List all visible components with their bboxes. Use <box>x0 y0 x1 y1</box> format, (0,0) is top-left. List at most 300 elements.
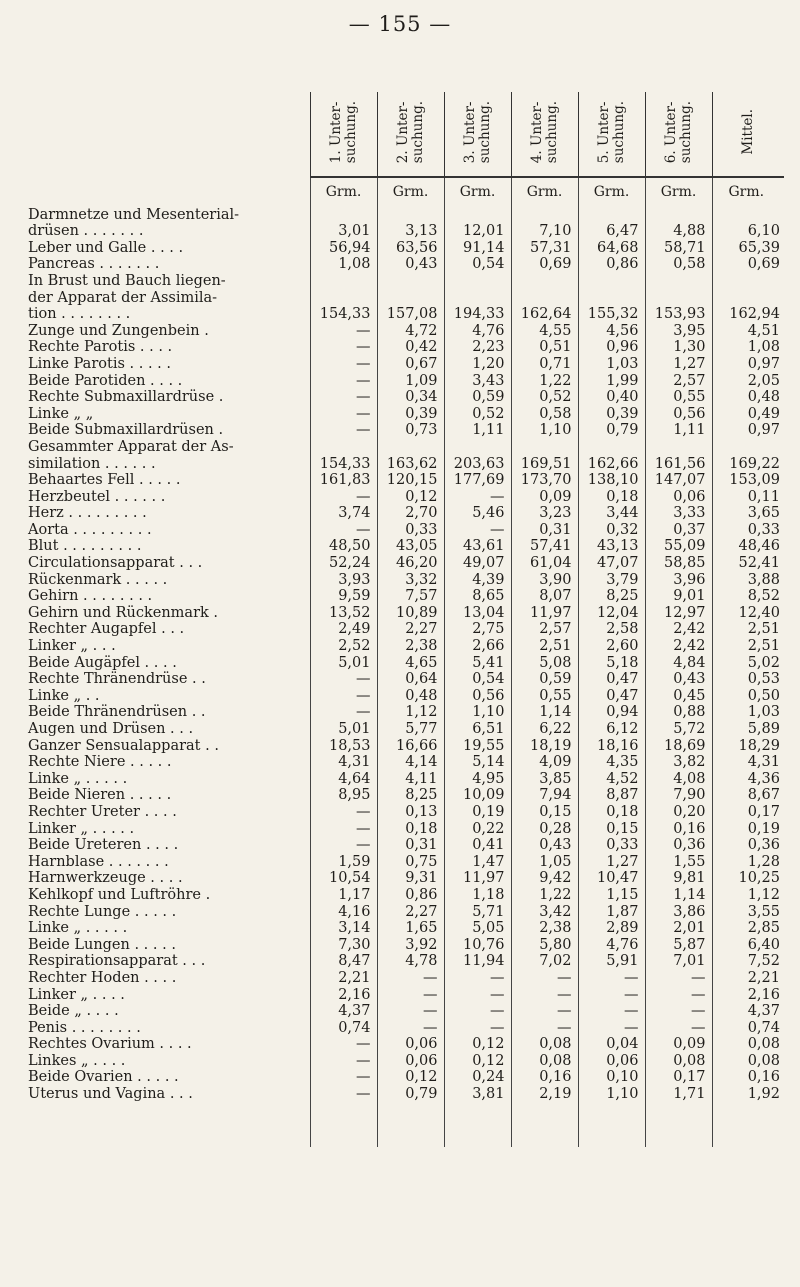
value-cell: 0,09 <box>645 1036 712 1053</box>
value-cell: 3,14 <box>310 920 377 937</box>
table-row <box>26 1086 784 1147</box>
value-cell: 0,10 <box>578 1069 645 1086</box>
value-cell: 5,14 <box>444 754 511 771</box>
row-label <box>26 771 310 788</box>
value-cell: 0,33 <box>578 837 645 854</box>
value-cell: 9,01 <box>645 588 712 605</box>
value-cell: 4,09 <box>511 754 578 771</box>
row-label <box>26 339 310 356</box>
table-row <box>26 1069 784 1086</box>
value-cell: 8,87 <box>578 787 645 804</box>
mean-cell: 1,92 <box>712 1086 784 1147</box>
value-cell: 2,70 <box>377 505 444 522</box>
value-cell: — <box>444 1020 511 1037</box>
value-cell: 57,31 <box>511 240 578 257</box>
unit-cell: Grm. <box>645 177 712 207</box>
value-cell: 0,31 <box>377 837 444 854</box>
column-header <box>645 92 712 177</box>
row-label-line: Rechter Hoden . . . . <box>28 969 177 986</box>
value-cell: 56,94 <box>310 240 377 257</box>
value-cell: 9,81 <box>645 870 712 887</box>
value-cell: — <box>444 970 511 987</box>
table-row <box>26 655 784 672</box>
value-cell: 5,80 <box>511 937 578 954</box>
value-cell: 3,44 <box>578 505 645 522</box>
row-label-line: Harnblase . . . . . . . <box>28 853 169 870</box>
row-label <box>26 373 310 390</box>
value-cell: 1,22 <box>511 887 578 904</box>
value-cell: 0,96 <box>578 339 645 356</box>
value-cell: 0,12 <box>444 1036 511 1053</box>
row-label-line: drüsen . . . . . . . <box>28 223 144 240</box>
table-row <box>26 339 784 356</box>
row-label <box>26 588 310 605</box>
table-row <box>26 987 784 1004</box>
value-cell: — <box>310 339 377 356</box>
value-cell: 0,69 <box>511 256 578 273</box>
table-row <box>26 356 784 373</box>
value-cell: 4,35 <box>578 754 645 771</box>
row-label <box>26 240 310 257</box>
value-cell: 1,22 <box>511 373 578 390</box>
row-label-line: der Apparat der Assimila- <box>28 289 218 306</box>
value-cell: 0,20 <box>645 804 712 821</box>
row-label <box>26 638 310 655</box>
mean-cell: 48,46 <box>712 538 784 555</box>
column-header <box>578 92 645 177</box>
mean-cell: 162,94 <box>712 273 784 323</box>
value-cell: 1,15 <box>578 887 645 904</box>
value-cell: 0,32 <box>578 522 645 539</box>
value-cell: 0,51 <box>511 339 578 356</box>
mean-cell: 2,16 <box>712 987 784 1004</box>
table-row <box>26 489 784 506</box>
value-cell: 0,55 <box>645 389 712 406</box>
value-cell: 161,83 <box>310 472 377 489</box>
mean-cell: 2,05 <box>712 373 784 390</box>
value-cell: 43,61 <box>444 538 511 555</box>
table-row <box>26 671 784 688</box>
value-cell: 7,57 <box>377 588 444 605</box>
value-cell: 147,07 <box>645 472 712 489</box>
value-cell: 3,01 <box>310 207 377 240</box>
value-cell: 9,59 <box>310 588 377 605</box>
row-label-line: Linke „ . . <box>28 687 100 704</box>
value-cell: — <box>511 1003 578 1020</box>
value-cell: 2,49 <box>310 621 377 638</box>
value-cell: — <box>645 970 712 987</box>
value-cell: 0,41 <box>444 837 511 854</box>
mean-cell: 1,03 <box>712 704 784 721</box>
value-cell: 2,27 <box>377 904 444 921</box>
value-cell: 1,10 <box>511 422 578 439</box>
value-cell: 2,57 <box>645 373 712 390</box>
value-cell: 3,23 <box>511 505 578 522</box>
mean-cell: 2,51 <box>712 621 784 638</box>
value-cell: 2,19 <box>511 1086 578 1147</box>
value-cell: 3,43 <box>444 373 511 390</box>
table-row <box>26 240 784 257</box>
table-row <box>26 439 784 472</box>
row-label-line: Rechter Augapfel . . . <box>28 621 185 638</box>
table-row <box>26 621 784 638</box>
value-cell: — <box>377 1020 444 1037</box>
mean-cell: 153,09 <box>712 472 784 489</box>
value-cell: 10,54 <box>310 870 377 887</box>
value-cell: — <box>444 1003 511 1020</box>
value-cell: 0,18 <box>578 804 645 821</box>
row-label <box>26 1003 310 1020</box>
row-label <box>26 621 310 638</box>
value-cell: 4,14 <box>377 754 444 771</box>
value-cell: — <box>310 1036 377 1053</box>
mean-cell: 1,28 <box>712 854 784 871</box>
value-cell: 0,24 <box>444 1069 511 1086</box>
value-cell: 1,20 <box>444 356 511 373</box>
row-label <box>26 555 310 572</box>
mean-cell: 4,31 <box>712 754 784 771</box>
row-label-line: Kehlkopf und Luftröhre . <box>28 886 211 903</box>
value-cell: 18,19 <box>511 738 578 755</box>
value-cell: 5,18 <box>578 655 645 672</box>
unit-row-label <box>26 177 310 207</box>
row-label <box>26 605 310 622</box>
value-cell: 4,55 <box>511 323 578 340</box>
value-cell: 18,69 <box>645 738 712 755</box>
unit-cell: Grm. <box>578 177 645 207</box>
value-cell: 2,89 <box>578 920 645 937</box>
row-label <box>26 787 310 804</box>
mean-cell: 4,51 <box>712 323 784 340</box>
value-cell: — <box>511 987 578 1004</box>
row-label <box>26 738 310 755</box>
table-row <box>26 754 784 771</box>
value-cell: 3,42 <box>511 904 578 921</box>
mean-cell: 1,12 <box>712 887 784 904</box>
value-cell: — <box>310 406 377 423</box>
value-cell: 4,31 <box>310 754 377 771</box>
value-cell: 162,66 <box>578 439 645 472</box>
row-label <box>26 505 310 522</box>
row-label-line: Leber und Galle . . . . <box>28 239 184 256</box>
value-cell: — <box>310 356 377 373</box>
table-row <box>26 256 784 273</box>
row-label-line: Linke „ „ <box>28 405 94 422</box>
table-row <box>26 688 784 705</box>
value-cell: — <box>310 837 377 854</box>
value-cell: 4,78 <box>377 953 444 970</box>
row-label-line: Blut . . . . . . . . . <box>28 538 142 555</box>
value-cell: 0,18 <box>377 821 444 838</box>
row-label-line: Beide Parotiden . . . . <box>28 372 183 389</box>
table-row <box>26 870 784 887</box>
column-header <box>511 92 578 177</box>
value-cell: — <box>310 1053 377 1070</box>
value-cell: 12,97 <box>645 605 712 622</box>
table-row <box>26 422 784 439</box>
value-cell: 5,01 <box>310 721 377 738</box>
value-cell: 0,94 <box>578 704 645 721</box>
value-cell: — <box>511 970 578 987</box>
value-cell: 43,13 <box>578 538 645 555</box>
row-label <box>26 389 310 406</box>
value-cell: 1,12 <box>377 704 444 721</box>
table-body <box>26 177 784 1147</box>
value-cell: 0,79 <box>578 422 645 439</box>
value-cell: — <box>310 688 377 705</box>
row-label-line: Respirationsapparat . . . <box>28 953 206 970</box>
value-cell: 2,42 <box>645 638 712 655</box>
row-label <box>26 870 310 887</box>
table-row <box>26 953 784 970</box>
value-cell: 4,56 <box>578 323 645 340</box>
value-cell: 1,65 <box>377 920 444 937</box>
value-cell: 0,73 <box>377 422 444 439</box>
value-cell: 0,86 <box>578 256 645 273</box>
value-cell: — <box>310 1069 377 1086</box>
row-label <box>26 1036 310 1053</box>
row-label <box>26 1086 310 1147</box>
value-cell: 1,09 <box>377 373 444 390</box>
column-header-text: 3. Unter- suchung. <box>461 100 493 163</box>
value-cell: 173,70 <box>511 472 578 489</box>
value-cell: 64,68 <box>578 240 645 257</box>
table-row <box>26 854 784 871</box>
row-label-line: Circulationsapparat . . . <box>28 555 203 572</box>
value-cell: 5,77 <box>377 721 444 738</box>
value-cell: 163,62 <box>377 439 444 472</box>
page-number: — 155 — <box>348 12 452 36</box>
value-cell: 43,05 <box>377 538 444 555</box>
value-cell: 0,43 <box>645 671 712 688</box>
table-row <box>26 970 784 987</box>
value-cell: 0,13 <box>377 804 444 821</box>
row-label-line: Penis . . . . . . . . <box>28 1019 141 1036</box>
value-cell: 0,06 <box>377 1053 444 1070</box>
value-cell: — <box>310 1086 377 1147</box>
mean-cell: 0,48 <box>712 389 784 406</box>
row-label-line: Darmnetze und Mesenterial- <box>28 206 240 223</box>
column-header-text: 1. Unter- suchung. <box>327 100 359 163</box>
value-cell: 2,52 <box>310 638 377 655</box>
value-cell: 2,01 <box>645 920 712 937</box>
value-cell: — <box>578 987 645 1004</box>
value-cell: — <box>444 987 511 1004</box>
value-cell: 1,14 <box>645 887 712 904</box>
value-cell: 3,81 <box>444 1086 511 1147</box>
row-label-line: Herzbeutel . . . . . . <box>28 488 166 505</box>
value-cell: 0,56 <box>444 688 511 705</box>
table-row <box>26 1020 784 1037</box>
value-cell: 7,10 <box>511 207 578 240</box>
mean-cell: 8,67 <box>712 787 784 804</box>
table-row <box>26 207 784 240</box>
value-cell: 2,57 <box>511 621 578 638</box>
unit-cell: Grm. <box>444 177 511 207</box>
value-cell: 0,06 <box>578 1053 645 1070</box>
row-label <box>26 406 310 423</box>
value-cell: 3,93 <box>310 572 377 589</box>
value-cell: 0,47 <box>578 688 645 705</box>
value-cell: 12,01 <box>444 207 511 240</box>
value-cell: — <box>310 522 377 539</box>
row-label <box>26 538 310 555</box>
mean-cell: 5,89 <box>712 721 784 738</box>
table-row <box>26 1053 784 1070</box>
value-cell: 0,47 <box>578 671 645 688</box>
row-label-line: Zunge und Zungenbein . <box>28 322 209 339</box>
value-cell: 13,52 <box>310 605 377 622</box>
value-cell: 0,12 <box>377 489 444 506</box>
value-cell: 0,75 <box>377 854 444 871</box>
value-cell: 0,74 <box>310 1020 377 1037</box>
row-label <box>26 356 310 373</box>
table-row <box>26 920 784 937</box>
row-label <box>26 439 310 472</box>
value-cell: — <box>377 1003 444 1020</box>
value-cell: 1,18 <box>444 887 511 904</box>
row-label <box>26 904 310 921</box>
row-label <box>26 970 310 987</box>
value-cell: — <box>578 1003 645 1020</box>
value-cell: 5,01 <box>310 655 377 672</box>
value-cell: — <box>310 704 377 721</box>
value-cell: 11,97 <box>444 870 511 887</box>
value-cell: 61,04 <box>511 555 578 572</box>
row-label <box>26 671 310 688</box>
value-cell: 4,08 <box>645 771 712 788</box>
value-cell: 0,08 <box>645 1053 712 1070</box>
value-cell: — <box>645 1020 712 1037</box>
value-cell: 161,56 <box>645 439 712 472</box>
value-cell: 1,59 <box>310 854 377 871</box>
column-header-text: 2. Unter- suchung. <box>394 100 426 163</box>
value-cell: — <box>310 389 377 406</box>
value-cell: 0,71 <box>511 356 578 373</box>
mean-cell: 52,41 <box>712 555 784 572</box>
mean-cell: 1,08 <box>712 339 784 356</box>
value-cell: 7,30 <box>310 937 377 954</box>
table-row <box>26 738 784 755</box>
row-label-line: Beide Lungen . . . . . <box>28 936 176 953</box>
row-label <box>26 854 310 871</box>
value-cell: 3,13 <box>377 207 444 240</box>
row-label <box>26 273 310 323</box>
value-cell: — <box>645 1003 712 1020</box>
value-cell: 9,31 <box>377 870 444 887</box>
value-cell: 0,54 <box>444 671 511 688</box>
value-cell: 57,41 <box>511 538 578 555</box>
value-cell: 16,66 <box>377 738 444 755</box>
value-cell: 0,58 <box>511 406 578 423</box>
row-label-line: Rückenmark . . . . . <box>28 571 168 588</box>
row-label-line: Linke „ . . . . . <box>28 920 128 937</box>
value-cell: 2,23 <box>444 339 511 356</box>
value-cell: 2,21 <box>310 970 377 987</box>
mean-cell: 2,21 <box>712 970 784 987</box>
table-row <box>26 323 784 340</box>
value-cell: 8,65 <box>444 588 511 605</box>
value-cell: 4,37 <box>310 1003 377 1020</box>
mean-cell: 0,33 <box>712 522 784 539</box>
value-cell: 2,60 <box>578 638 645 655</box>
value-cell: 4,95 <box>444 771 511 788</box>
mean-cell: 5,02 <box>712 655 784 672</box>
mean-cell: 0,08 <box>712 1036 784 1053</box>
table-row <box>26 588 784 605</box>
value-cell: 0,22 <box>444 821 511 838</box>
value-cell: 6,51 <box>444 721 511 738</box>
value-cell: 0,39 <box>377 406 444 423</box>
label-column-header <box>26 92 310 177</box>
row-label-line: Beide Ureteren . . . . <box>28 837 179 854</box>
row-label-line: tion . . . . . . . . <box>28 306 131 323</box>
value-cell: — <box>310 489 377 506</box>
value-cell: — <box>511 1020 578 1037</box>
value-cell: 4,72 <box>377 323 444 340</box>
value-cell: 4,88 <box>645 207 712 240</box>
value-cell: 91,14 <box>444 240 511 257</box>
column-header <box>377 92 444 177</box>
table-row <box>26 804 784 821</box>
mean-cell: 0,16 <box>712 1069 784 1086</box>
value-cell: 0,37 <box>645 522 712 539</box>
mean-cell: 8,52 <box>712 588 784 605</box>
value-cell: 203,63 <box>444 439 511 472</box>
value-cell: 0,40 <box>578 389 645 406</box>
row-label <box>26 655 310 672</box>
value-cell: 0,88 <box>645 704 712 721</box>
table-row <box>26 572 784 589</box>
mean-cell: 3,65 <box>712 505 784 522</box>
value-cell: — <box>444 489 511 506</box>
value-cell: 0,16 <box>511 1069 578 1086</box>
value-cell: 3,85 <box>511 771 578 788</box>
column-header <box>444 92 511 177</box>
value-cell: 5,46 <box>444 505 511 522</box>
row-label <box>26 721 310 738</box>
mean-cell: 10,25 <box>712 870 784 887</box>
mean-cell: 4,36 <box>712 771 784 788</box>
value-cell: 0,54 <box>444 256 511 273</box>
row-label-line: Beide Ovarien . . . . . <box>28 1069 179 1086</box>
row-label-line: Beide Augäpfel . . . . <box>28 654 177 671</box>
value-cell: — <box>645 987 712 1004</box>
value-cell: 63,56 <box>377 240 444 257</box>
value-cell: 3,74 <box>310 505 377 522</box>
value-cell: 4,64 <box>310 771 377 788</box>
row-label <box>26 256 310 273</box>
value-cell: 48,50 <box>310 538 377 555</box>
value-cell: 5,41 <box>444 655 511 672</box>
value-cell: 1,10 <box>444 704 511 721</box>
value-cell: 0,08 <box>511 1036 578 1053</box>
row-label-line: Gesammter Apparat der As- <box>28 438 234 455</box>
value-cell: 0,36 <box>645 837 712 854</box>
value-cell: 1,87 <box>578 904 645 921</box>
value-cell: 0,67 <box>377 356 444 373</box>
row-label <box>26 821 310 838</box>
value-cell: 11,94 <box>444 953 511 970</box>
row-label <box>26 953 310 970</box>
row-label-line: Gehirn und Rückenmark . <box>28 604 219 621</box>
row-label <box>26 837 310 854</box>
row-label-line: Linker „ . . . . <box>28 986 125 1003</box>
value-cell: 0,45 <box>645 688 712 705</box>
table-row <box>26 887 784 904</box>
value-cell: 5,87 <box>645 937 712 954</box>
value-cell: 11,97 <box>511 605 578 622</box>
